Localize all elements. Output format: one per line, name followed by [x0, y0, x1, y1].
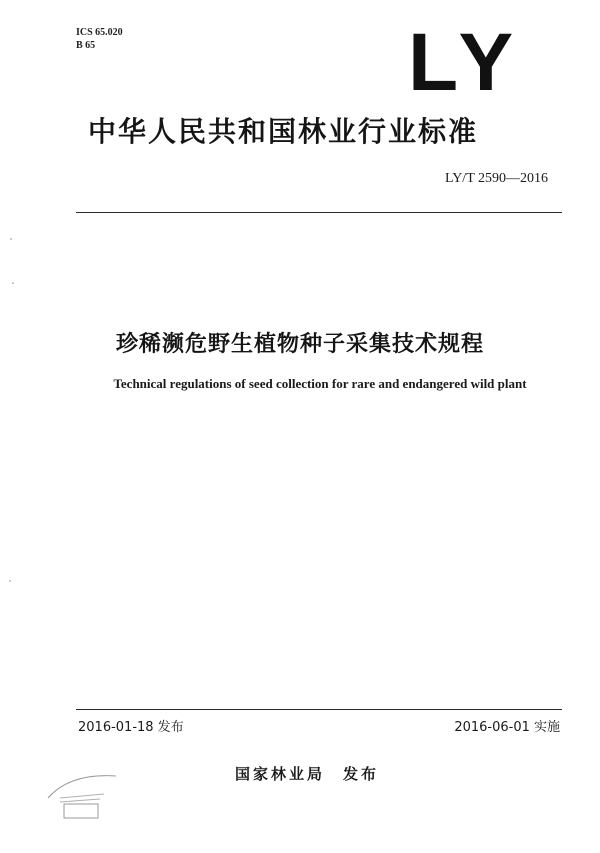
publisher-name: 国家林业局 — [235, 765, 326, 783]
industry-logo: LY — [408, 17, 522, 108]
standard-type-title: 中华人民共和国林业行业标准 — [88, 115, 479, 148]
ccs-code: B 65 — [76, 40, 96, 51]
document-title-english: Technical regulations of seed collection for rare and endangered wild plant — [113, 376, 527, 391]
stamp-line — [60, 794, 104, 798]
publisher-line — [235, 763, 379, 784]
scan-speck — [9, 580, 11, 582]
ics-code: ICS 65.020 — [76, 27, 123, 38]
bottom-divider — [76, 709, 562, 710]
implementation-date: 2016-06-01 实施 — [454, 720, 560, 735]
publish-label: 发布 — [343, 765, 380, 783]
document-title-chinese: 珍稀濒危野生植物种子采集技术规程 — [115, 332, 484, 357]
scan-speck — [12, 282, 14, 284]
standard-number: LY/T 2590—2016 — [445, 171, 548, 186]
stamp-line — [60, 799, 100, 802]
top-divider — [76, 212, 562, 213]
watermark-stamp — [40, 768, 120, 828]
ics-block — [76, 26, 123, 52]
scan-speck — [10, 238, 12, 240]
stamp-box — [64, 804, 98, 818]
issue-date: 2016-01-18 发布 — [78, 720, 184, 735]
stamp-arc — [48, 776, 116, 798]
